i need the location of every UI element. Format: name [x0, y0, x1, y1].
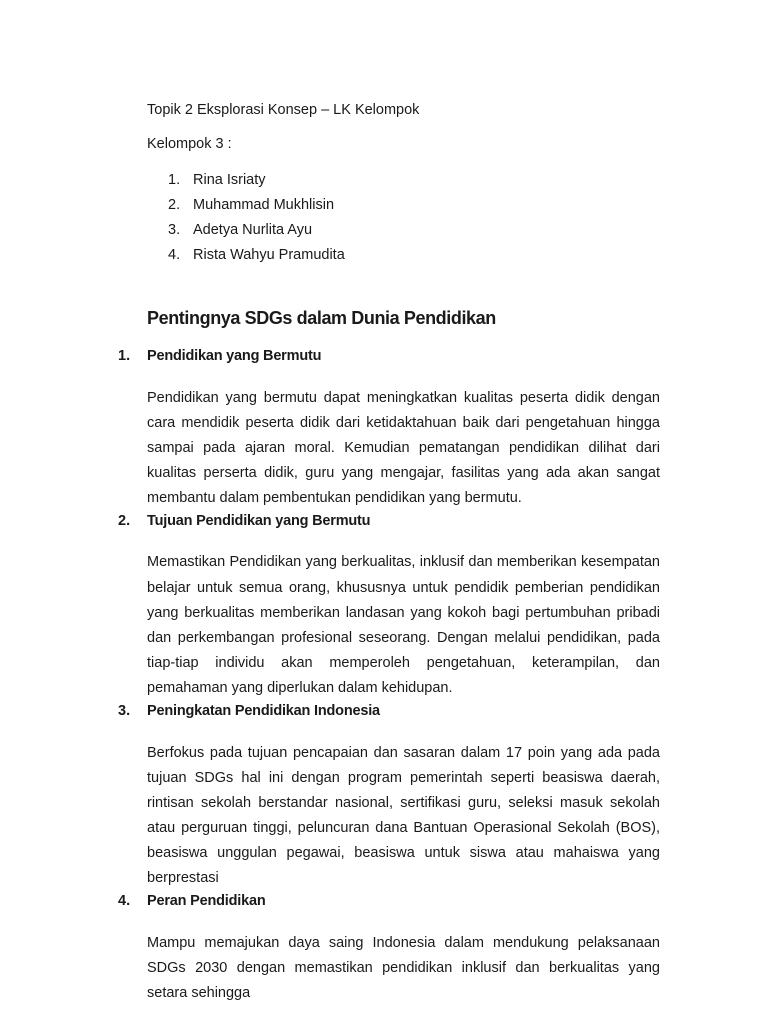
group-label: Kelompok 3 : — [147, 136, 232, 152]
member-number: 2. — [168, 197, 181, 213]
point-body: Mampu memajukan daya saing Indonesia dalam mendukung pelaksanaan SDGs 2030 dengan memastikan pendidikan inklusif dan berkualitas yang setara sehingga — [147, 934, 660, 1001]
member-number: 1. — [168, 172, 181, 188]
point-body: Pendidikan yang bermutu dapat meningkatkan kualitas peserta didik dengan cara mendidik peserta didik dari ketidaktahuan baik dari pengetahuan hingga sampai pada ajaran moral. Kemudian pematangan pendidikan dilihat dari kualitas perserta didik, guru yang mengajar, fasilitas yang ada akan sangat membantu dalam pembentukan pendidikan yang bermutu. — [147, 389, 660, 506]
member-item — [147, 220, 345, 245]
points-list — [118, 346, 660, 1006]
point-item — [118, 891, 660, 1006]
section-title: Pentingnya SDGs dalam Dunia Pendidikan — [147, 308, 496, 328]
point-item — [118, 511, 660, 701]
member-number: 3. — [168, 222, 181, 238]
member-name: Adetya Nurlita Ayu — [193, 222, 313, 238]
document-header-title: Topik 2 Eksplorasi Konsep – LK Kelompok — [147, 102, 420, 118]
point-item — [118, 701, 660, 891]
point-number: 3. — [118, 703, 131, 720]
point-number: 4. — [118, 893, 131, 910]
member-name: Muhammad Mukhlisin — [193, 197, 335, 213]
member-number: 4. — [168, 247, 181, 263]
member-name: Rista Wahyu Pramudita — [193, 247, 345, 263]
point-body: Berfokus pada tujuan pencapaian dan sasaran dalam 17 poin yang ada pada tujuan SDGs hal ini dengan program pemerintah seperti beasiswa daerah, rintisan sekolah berstandar nasional, sertifikasi guru, seleksi masuk sekolah atau perguruan tinggi, peluncuran dana Bantuan Operasional Sekolah (BOS), beasiswa unggulan pegawai, beasiswa untuk siswa atau mahaiswa yang berprestasi — [147, 744, 660, 886]
point-item — [118, 346, 660, 511]
point-heading: Peran Pendidikan — [147, 893, 266, 910]
member-name: Rina Isriaty — [193, 172, 266, 188]
point-number: 1. — [118, 348, 131, 364]
member-list — [147, 170, 345, 270]
member-item — [147, 195, 345, 220]
point-heading: Tujuan Pendidikan yang Bermutu — [147, 512, 371, 529]
point-body: Memastikan Pendidikan yang berkualitas, inklusif dan memberikan kesempatan belajar untuk semua orang, khususnya untuk pendidik pemberian pendidikan yang berkualitas memberikan landasan yang kokoh bagi pertumbuhan pribadi dan perkembangan profesional seseorang. Dengan melalui pendidikan, pada tiap-tiap individu akan memperoleh pengetahuan, keterampilan, dan pemahaman yang diperlukan dalam kehidupan. — [147, 554, 660, 696]
point-heading: Peningkatan Pendidikan Indonesia — [147, 703, 380, 720]
point-heading: Pendidikan yang Bermutu — [147, 348, 322, 364]
member-item — [147, 170, 345, 195]
member-item — [147, 245, 345, 270]
point-number: 2. — [118, 512, 131, 529]
